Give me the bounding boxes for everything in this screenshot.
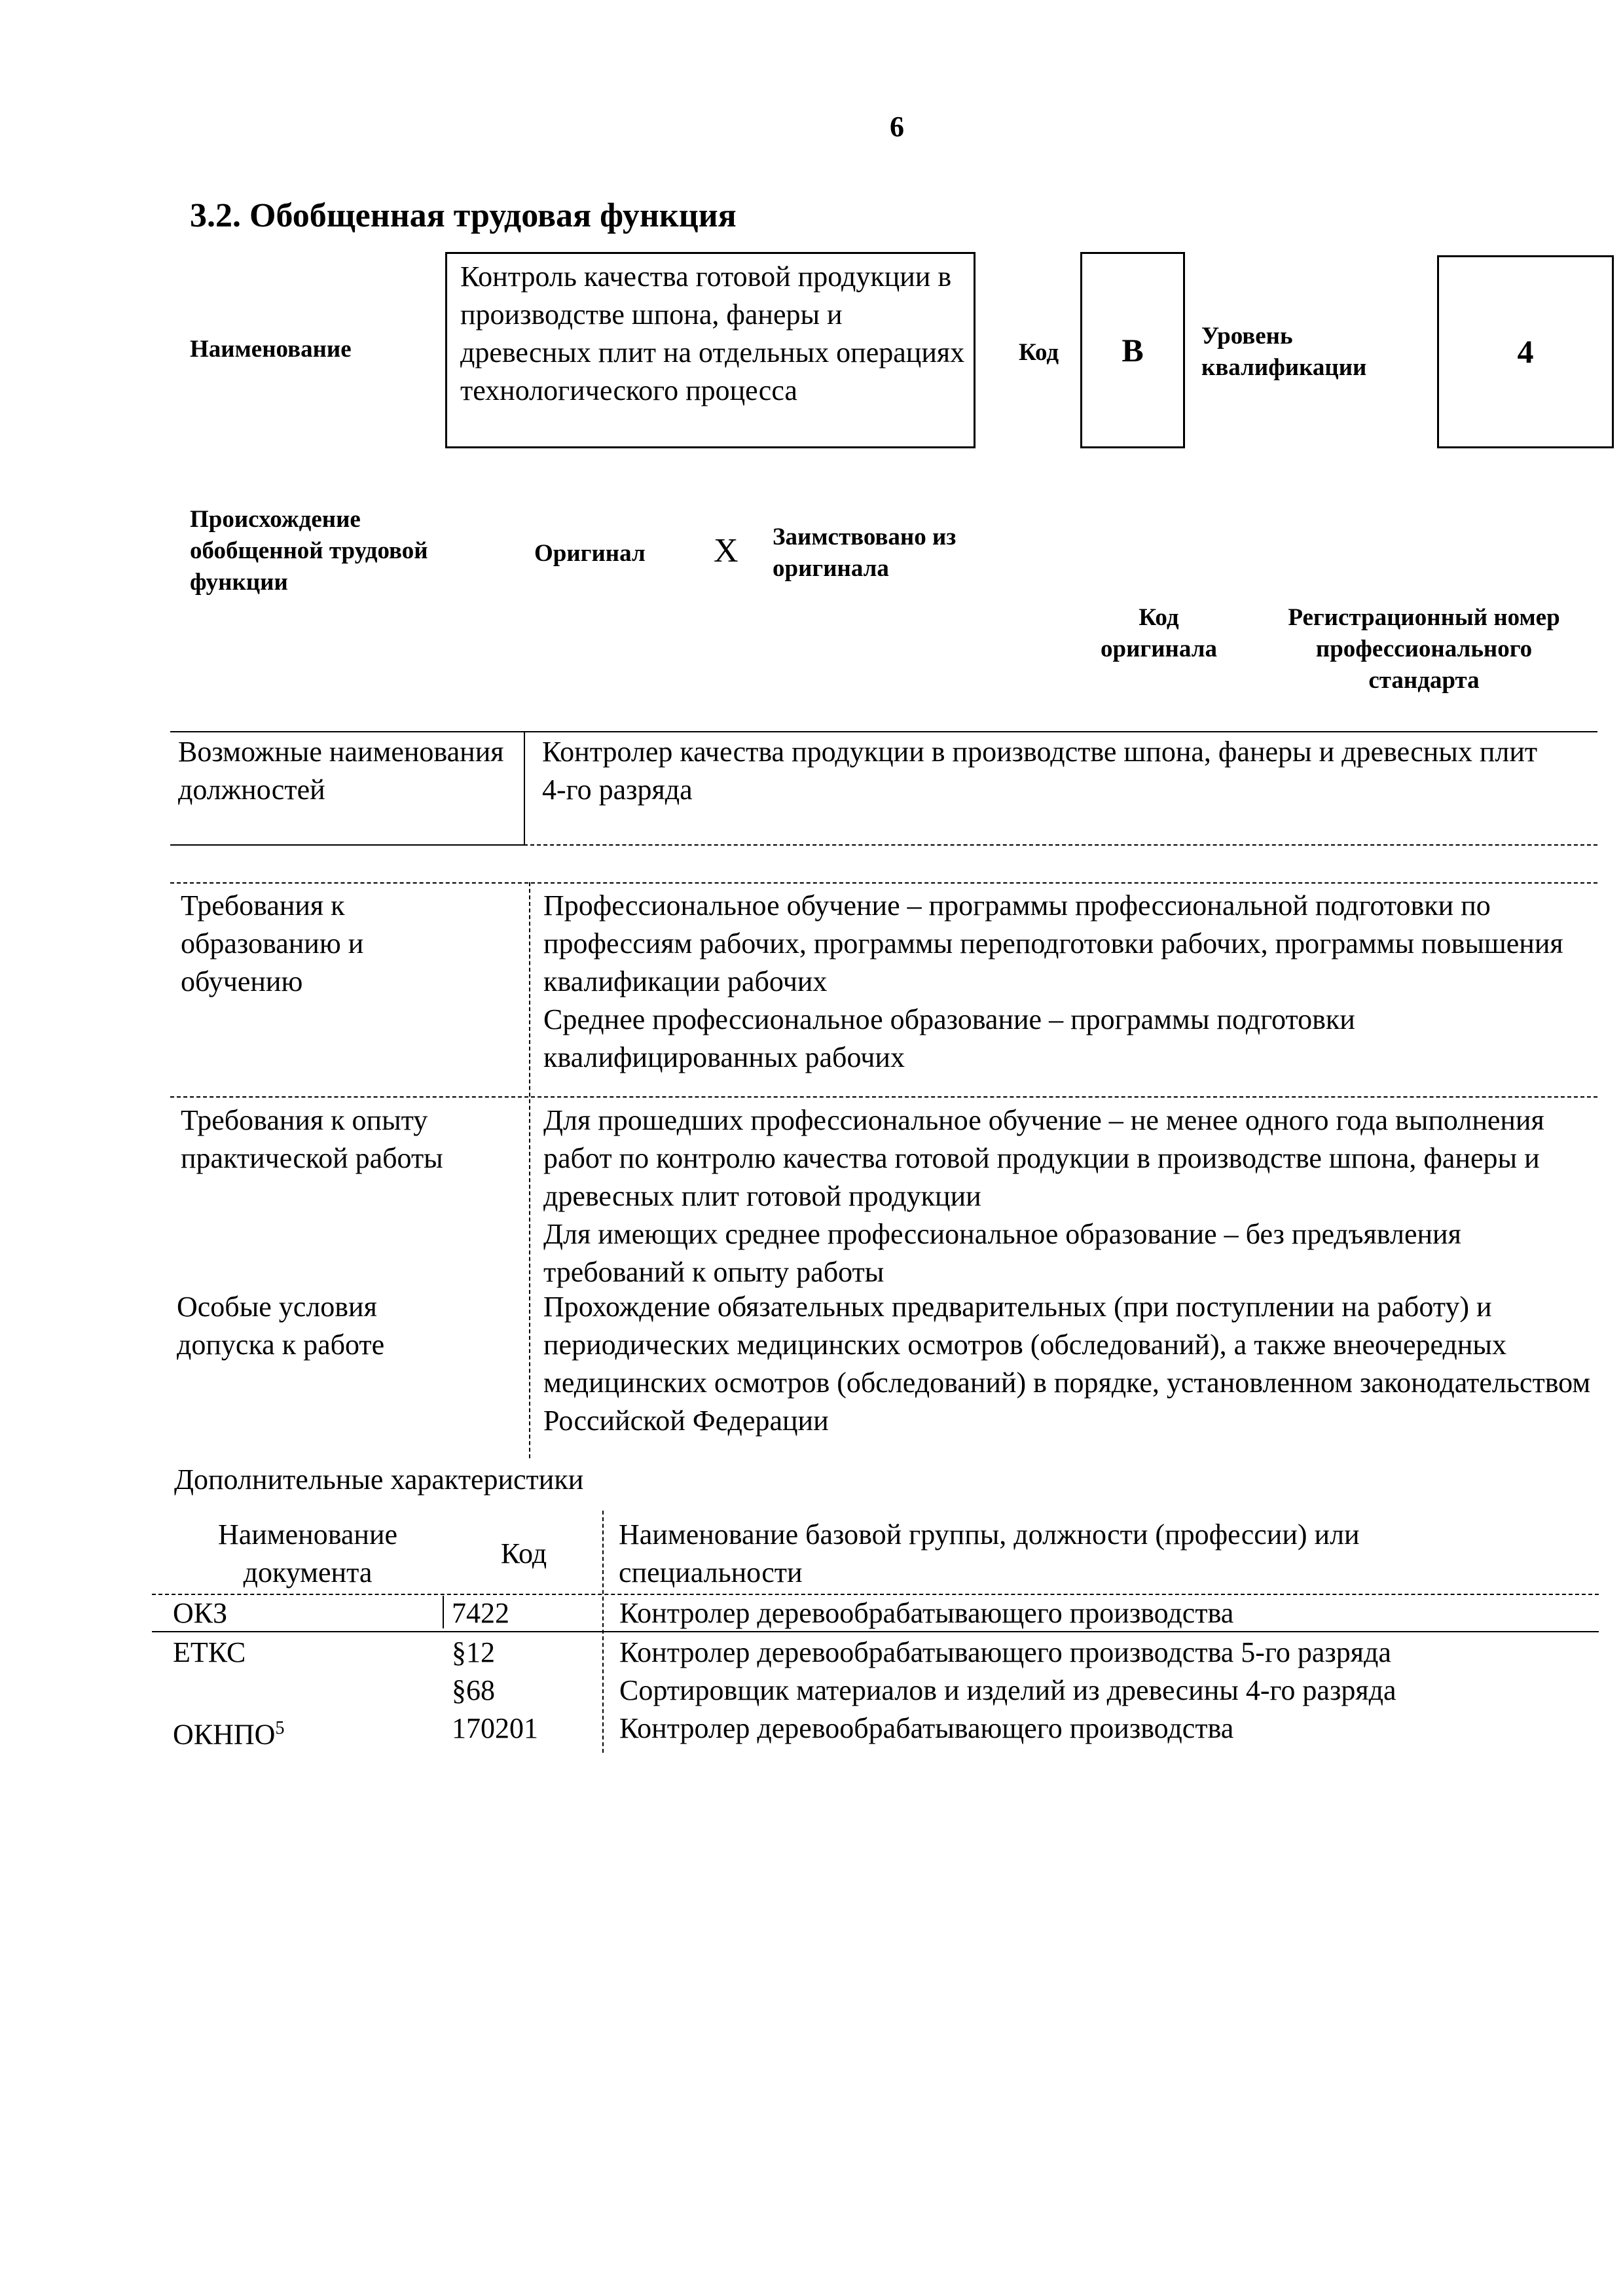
requirements-top-rule: [170, 882, 1597, 884]
code-cell: 170201: [452, 1712, 538, 1744]
positions-value: Контролер качества продукции в производстве шпона, фанеры и древесных плит 4-го разряда: [542, 736, 1538, 806]
positions-top-rule: [170, 731, 1597, 732]
requirements-divider: [529, 882, 530, 1458]
additional-header-name: Наименование базовой группы, должности (профессии) или специальности: [619, 1518, 1360, 1588]
education-value: [543, 887, 1578, 1077]
additional-title: Дополнительные характеристики: [174, 1463, 584, 1496]
positions-divider: [524, 731, 525, 844]
positions-label: Возможные наименования должностей: [178, 736, 504, 806]
code-cell: §12: [452, 1636, 495, 1668]
table-row: [0, 1634, 1623, 1672]
additional-header-doc: Наименование документа: [217, 1518, 398, 1588]
table-row: [0, 1710, 1623, 1751]
table-row: [0, 1672, 1623, 1710]
additional-header-code: Код: [500, 1537, 547, 1570]
level-label: Уровень квалификации: [1201, 323, 1367, 381]
experience-line: Для прошедших профессиональное обучение – не менее одного года выполнения работ по контролю качества готовой продукции в производстве шпона, фанеры и древесных плит готовой продукции: [543, 1104, 1544, 1212]
name-value: Контроль качества готовой продукции в производстве шпона, фанеры и древесных плит на отдельных операциях технологического процесса: [460, 260, 965, 406]
name-cell: Контролер деревообрабатывающего производства: [619, 1597, 1234, 1629]
positions-bottom-rule: [170, 844, 524, 846]
name-cell: Контролер деревообрабатывающего производства: [619, 1712, 1234, 1744]
name-cell: Контролер деревообрабатывающего производства 5-го разряда: [619, 1636, 1391, 1668]
positions-bottom-rule-dashed: [524, 844, 1597, 846]
borrowed-label: Заимствовано из оригинала: [773, 524, 957, 582]
origin-label: Происхождение обобщенной трудовой функции: [190, 506, 428, 596]
code-label: Код: [1019, 339, 1059, 366]
experience-top-rule: [170, 1096, 1597, 1098]
experience-value: [543, 1102, 1578, 1291]
code-cell: 7422: [452, 1597, 509, 1629]
name-cell: Сортировщик материалов и изделий из древесины 4-го разряда: [619, 1674, 1396, 1706]
level-box: [1437, 255, 1614, 448]
original-label: Оригинал: [534, 540, 646, 567]
code-box: [1080, 252, 1185, 448]
level-value: 4: [1517, 333, 1534, 370]
doc-cell: ОКЗ: [173, 1597, 228, 1629]
code-cell: §68: [452, 1674, 495, 1706]
page-number: 6: [890, 111, 904, 143]
footnote-marker: 5: [275, 1718, 285, 1738]
original-mark: X: [714, 532, 739, 569]
experience-line: Для имеющих среднее профессиональное образование – без предъявления требований к опыту работы: [543, 1218, 1461, 1288]
experience-label: Требования к опыту практической работы: [181, 1104, 443, 1174]
education-line: Среднее профессиональное образование – программы подготовки квалифицированных рабочих: [543, 1003, 1355, 1073]
original-code-label: Код оригинала: [1101, 604, 1217, 662]
special-value: Прохождение обязательных предварительных (при поступлении на работу) и периодических медицинских осмотров (обследований), а также внеочередных медицинских осмотров (обследований) в порядке, установленном законодательством Российской Федерации: [543, 1291, 1591, 1437]
education-line: Профессиональное обучение – программы профессиональной подготовки по профессиям рабочих, программы переподготовки рабочих, программы повышения квалификации рабочих: [543, 889, 1563, 997]
table-row: [0, 1594, 1623, 1631]
special-label: Особые условия допуска к работе: [177, 1291, 385, 1361]
name-box: [445, 252, 976, 448]
section-title: 3.2. Обобщенная трудовая функция: [190, 197, 737, 234]
name-label: Наименование: [190, 336, 352, 363]
doc-cell: ЕТКС: [173, 1636, 246, 1668]
reg-number-label: Регистрационный номер профессионального стандарта: [1288, 604, 1560, 694]
doc-cell: [173, 1710, 284, 1754]
code-value: B: [1122, 332, 1144, 368]
education-label: Требования к образованию и обучению: [181, 889, 364, 997]
doc-cell-text: ОКНПО: [173, 1718, 276, 1751]
